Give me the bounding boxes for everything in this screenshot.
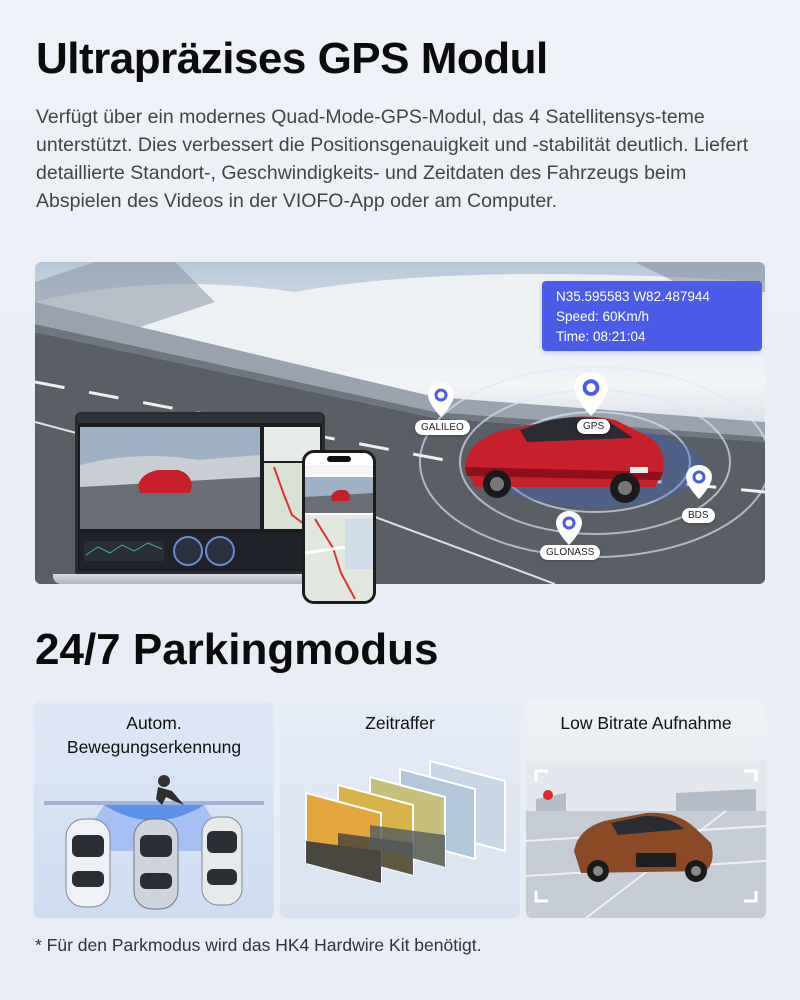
bds-pin-icon <box>685 464 713 500</box>
motion-detection-card <box>34 701 274 918</box>
parking-section-title: 24/7 Parkingmodus <box>35 625 439 674</box>
galileo-pin-icon <box>427 382 455 418</box>
parking-footnote: * Für den Parkmodus wird das HK4 Hardwire Kit benötigt. <box>35 935 482 955</box>
gps-label: GPS <box>577 419 610 434</box>
timelapse-card <box>280 701 520 918</box>
glonass-label: GLONASS <box>540 545 600 560</box>
video-player-screenshot <box>78 415 322 571</box>
glonass-pin-icon <box>555 510 583 546</box>
laptop-mockup <box>75 412 325 582</box>
phone-mockup <box>302 450 376 604</box>
gps-data-overlay <box>542 281 762 351</box>
laptop-screen <box>75 412 325 574</box>
gps-section-title: Ultrapräzises GPS Modul <box>36 34 548 83</box>
gps-pin-icon <box>573 370 609 418</box>
motion-detection-title-line2: Bewegungserkennung <box>66 737 242 757</box>
person-icon <box>156 775 184 805</box>
motion-detection-title-line1: Autom. <box>126 713 182 733</box>
gps-section-description: Verfügt über ein modernes Quad-Mode-GPS-Modul, das 4 Satellitensys-teme unterstützt. Dies verbessert die Positionsgenauigkeit und -stabilität deutlich. Liefert detaillierte Standort-, Geschwindigkeits- und Zeitdaten des Fahrzeugs beim Abspielen des Videos in der VIOFO-App oder am Computer. <box>36 106 749 212</box>
bds-label: BDS <box>682 508 715 523</box>
gps-time: Time: 08:21:04 <box>556 329 646 344</box>
gps-coordinates: N35.595583 W82.487944 <box>556 289 710 304</box>
low-bitrate-title: Low Bitrate Aufnahme <box>560 713 732 733</box>
low-bitrate-card <box>526 701 766 918</box>
record-dot-icon <box>543 790 553 800</box>
galileo-label: GALILEO <box>415 420 470 435</box>
gps-speed: Speed: 60Km/h <box>556 309 650 324</box>
viofo-app-screenshot <box>305 453 373 601</box>
timelapse-title: Zeitraffer <box>365 713 435 733</box>
motion-detection-title <box>34 711 274 759</box>
